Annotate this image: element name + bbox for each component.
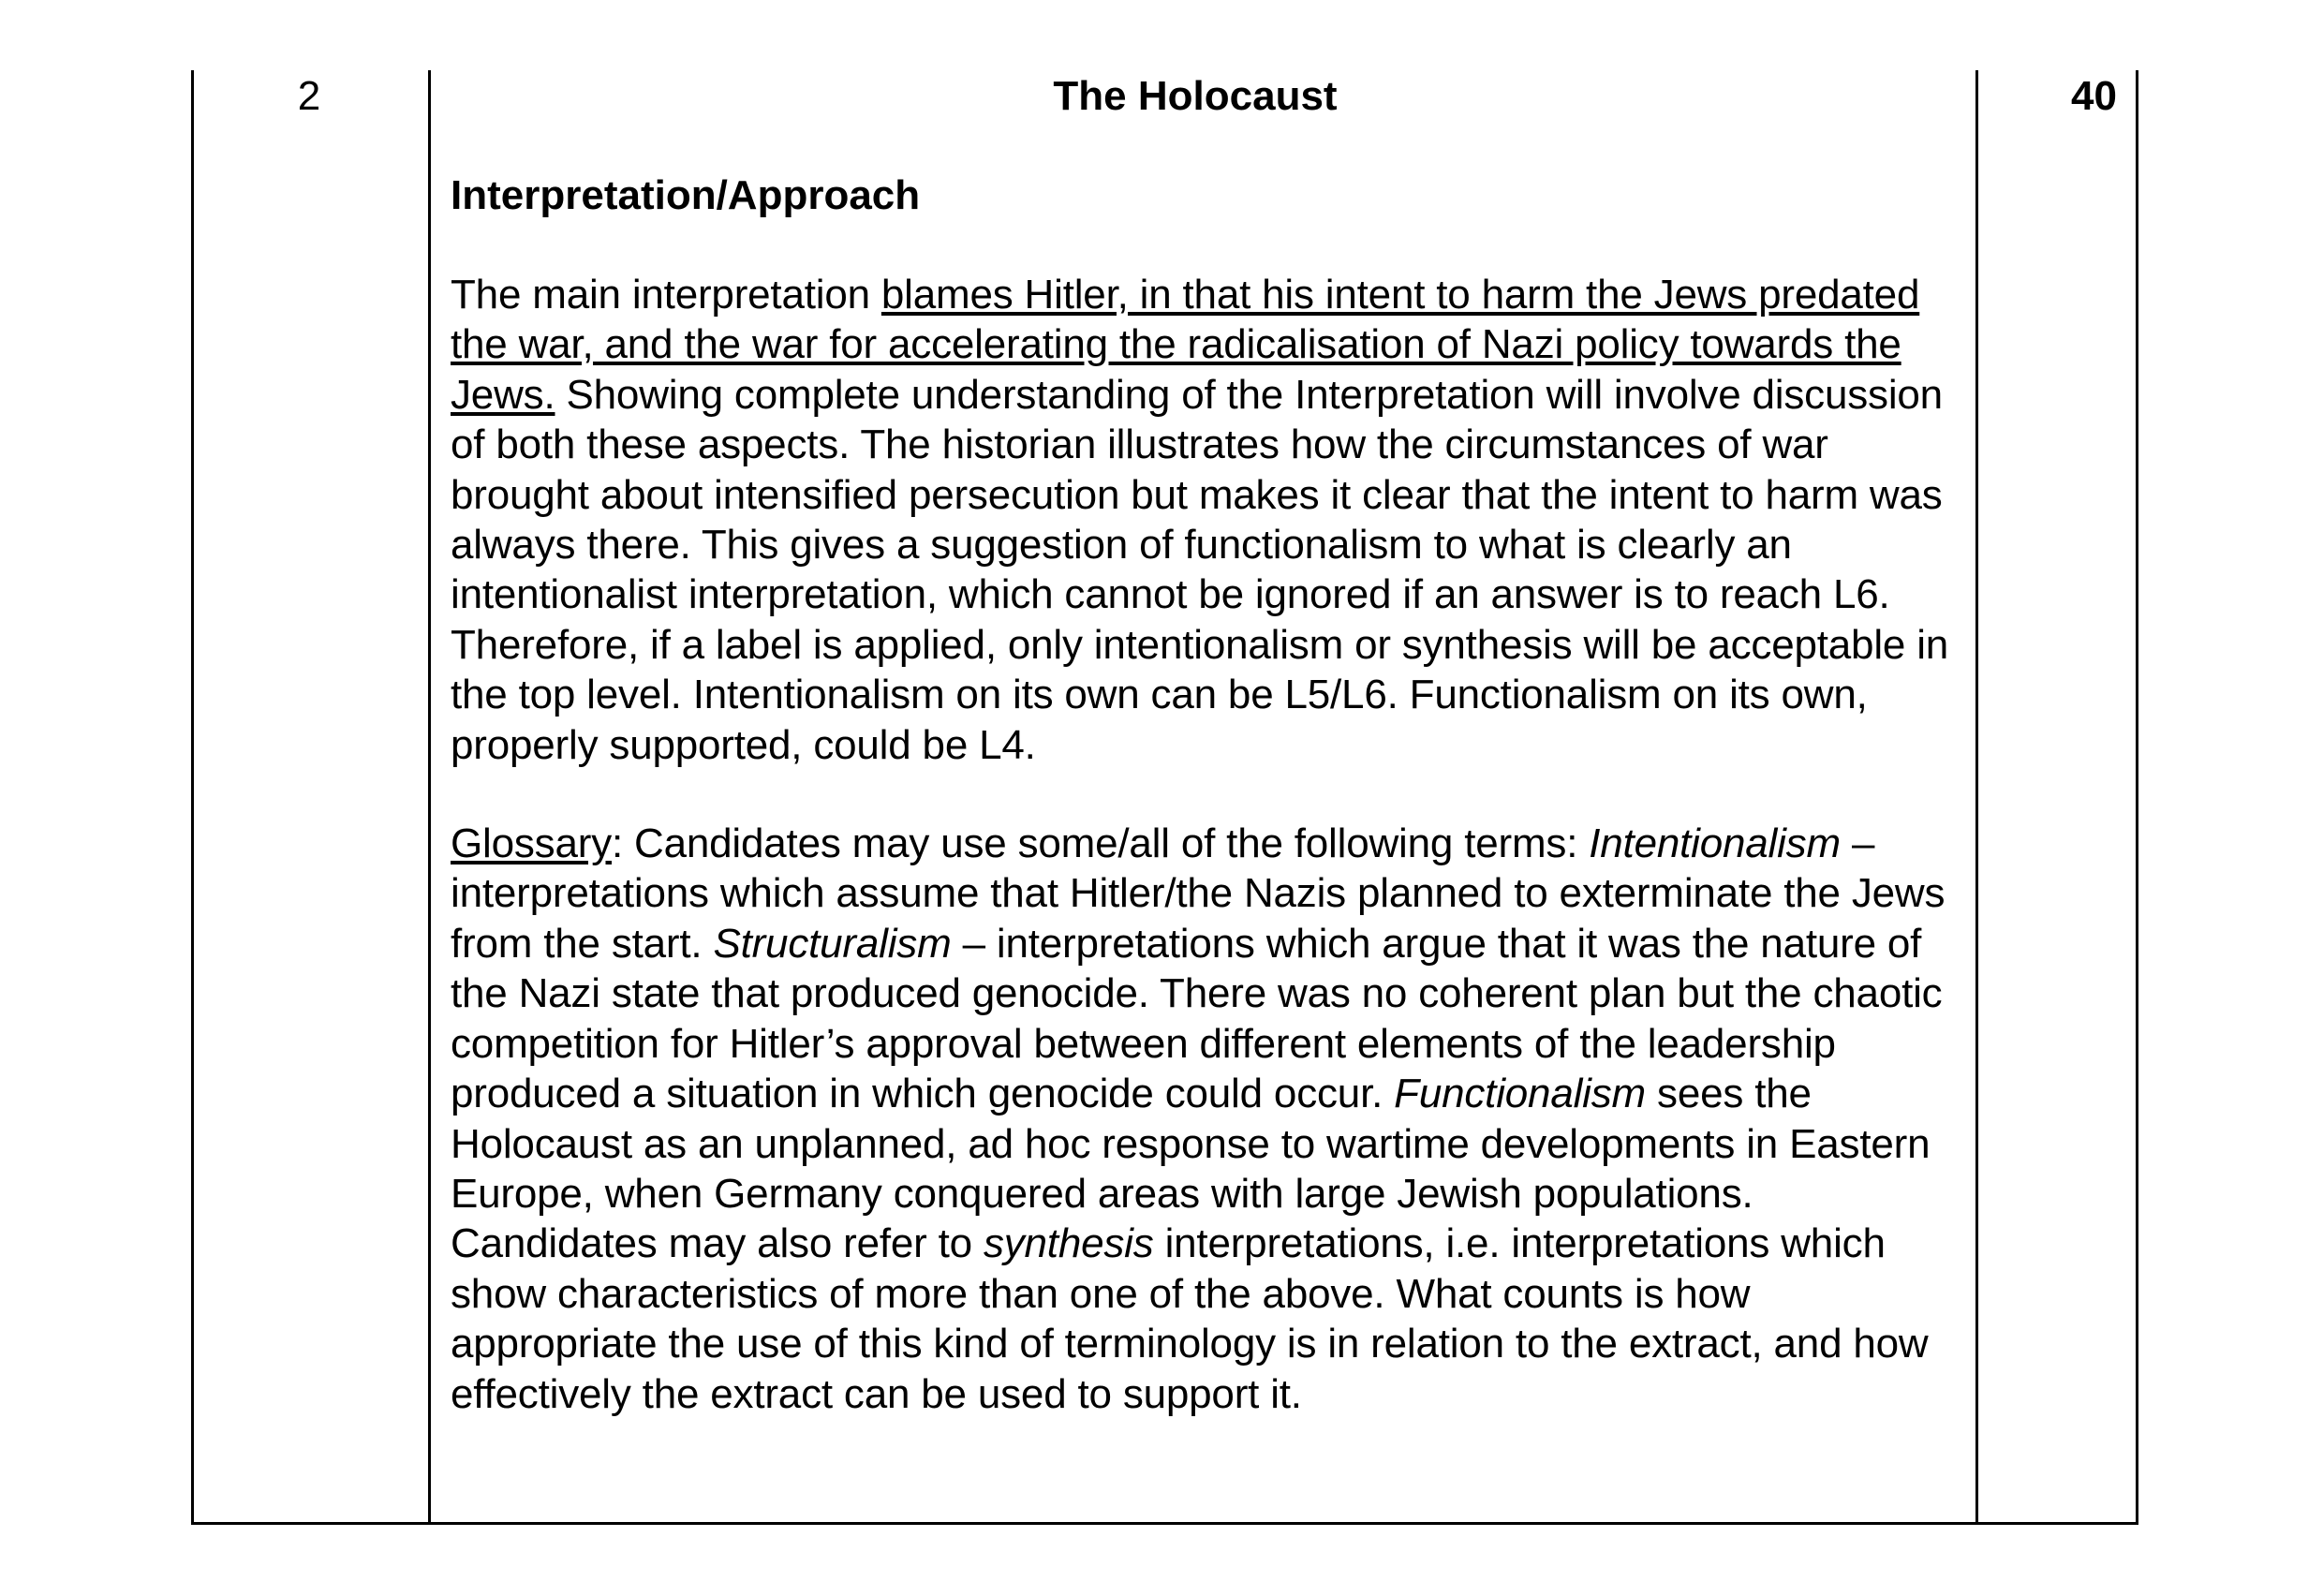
question-marks: 40 (2071, 73, 2117, 119)
glossary-def-synthesis: interpretations, i.e. interpretations which show characteristics of more than one of the above. What counts is how appropriate the use of this kind of terminology is in relation to the extract, and how effectively the extract can be used to support it. (451, 1220, 1929, 1417)
interpretation-rest: Showing complete understanding of the Interpretation will involve discussion of both these aspects. The historian illustrates how the circumstances of war brought about intensified persecution but makes it clear that the intent to harm was always there. This gives a suggestion of functionalism to what is clearly an intentionalist interpretation, which cannot be ignored if an answer is to reach L6. Therefore, if a label is applied, only intentionalism or synthesis will be acceptable in the top level. Intentionalism on its own can be L5/L6. Functionalism on its own, properly supported, could be L4. (451, 371, 1949, 768)
table-border-bottom (191, 1522, 2138, 1525)
table-border-left (191, 70, 194, 1525)
table-border-right (2136, 70, 2138, 1525)
question-number: 2 (297, 73, 321, 119)
glossary-def-functionalism: sees the Holocaust as an unplanned, ad hoc response to wartime developments in Eastern Europe, when Germany conquered areas with large Jewish populations. Candidates may also refer to (451, 1071, 1931, 1267)
question-content (451, 71, 1949, 1419)
question-title: The Holocaust (1053, 73, 1338, 119)
glossary-term-structuralism: Structuralism (713, 920, 952, 967)
interpretation-underlined: blames Hitler, in that his intent to harm the Jews predated the war, and the war for accelerating the radicalisation of Nazi policy towards the Jews. (451, 272, 1920, 418)
interpretation-lead: The main interpretation (451, 272, 881, 318)
section-heading: Interpretation/Approach (451, 172, 921, 218)
glossary-def-structuralism: – interpretations which argue that it was the nature of the Nazi state that produced genocide. There was no coherent plan but the chaotic competition for Hitler’s approval between different elements of the leadership produced a situation in which genocide could occur. (451, 920, 1943, 1117)
table-divider-2 (1975, 70, 1978, 1525)
glossary-term-functionalism: Functionalism (1394, 1071, 1646, 1117)
interpretation-paragraph (451, 270, 1949, 770)
glossary-term-synthesis: synthesis (983, 1220, 1154, 1267)
glossary-paragraph (451, 819, 1949, 1419)
table-divider-1 (428, 70, 431, 1525)
glossary-intro: : Candidates may use some/all of the following terms: (612, 820, 1590, 867)
glossary-def-intentionalism: – interpretations which assume that Hitler/the Nazis planned to exterminate the Jews from the start. (451, 820, 1946, 967)
glossary-label: Glossary (451, 820, 612, 867)
glossary-term-intentionalism: Intentionalism (1589, 820, 1841, 867)
